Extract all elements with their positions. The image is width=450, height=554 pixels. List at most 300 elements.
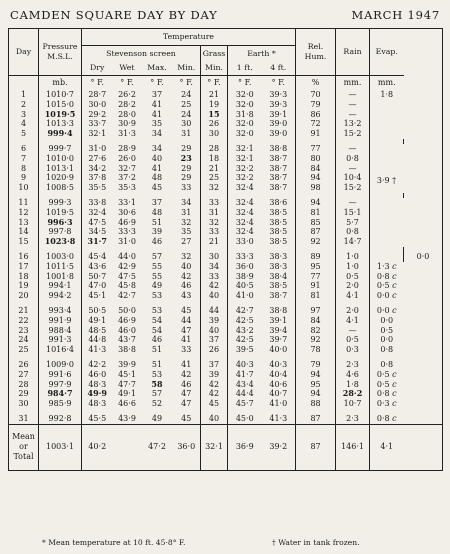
cell-earth-1ft: 43·2 (228, 326, 262, 336)
cell-relhum: 91 (296, 281, 336, 291)
cell-dry: 48·3 (82, 380, 113, 390)
cell-dry: 29·2 (82, 110, 113, 120)
cell-pressure: 1003·0 (39, 252, 82, 262)
cell-min: 23 (180, 153, 192, 163)
cell-rain: 0·5 (336, 272, 370, 282)
cell-wet: 46·0 (118, 325, 136, 335)
cell-wet: 44·0 (118, 251, 136, 261)
cell-wet: 28·0 (118, 109, 136, 119)
cell-wet: 46·6 (118, 399, 136, 409)
cell-rain: 10·4 (336, 173, 370, 183)
cell-min: 41 (181, 359, 192, 369)
cell-wet: 46·9 (118, 315, 136, 325)
cell-earth-1ft: 41·0 (228, 291, 262, 301)
cell-max: 41 (151, 109, 163, 119)
cell-earth-1ft: 45·0 (228, 414, 262, 424)
cell-earth-4ft: 40·3 (269, 359, 288, 369)
cell-earth-4ft: 38·7 (269, 163, 288, 173)
cell-min: 46 (181, 379, 192, 389)
cell-grass-min: 37 (201, 335, 228, 345)
cell-pressure: 999·4 (39, 129, 82, 139)
cell-pressure: 1015·0 (39, 100, 82, 110)
cell-pressure: 999·7 (39, 144, 82, 154)
cell-day: 29 (18, 389, 29, 399)
cell-pressure: 991·6 (39, 370, 82, 380)
cell-wet: 28·9 (118, 143, 136, 153)
cell-max: 55 (151, 271, 163, 281)
cell-min: 45 (181, 305, 192, 315)
cell-grass-min: 25 (201, 173, 228, 183)
cell-dry: 50·5 (82, 306, 113, 316)
cell-max: 37 (151, 197, 163, 207)
cell-earth-1ft: 32·1 (228, 154, 262, 164)
cell-pressure: 1008·5 (39, 183, 82, 193)
total-cell: 47·2 (142, 424, 173, 470)
cell-relhum: 77 (296, 144, 336, 154)
cell-dry: 31·0 (82, 144, 113, 154)
evap-marker: c (392, 379, 397, 389)
cell-wet: 30·6 (118, 207, 136, 217)
cell-earth-4ft: 40·4 (269, 369, 288, 379)
total-cell: 32·1 (201, 424, 228, 470)
cell-max: 57 (151, 389, 163, 399)
gap-cell (404, 139, 443, 144)
cell-earth-1ft: 42·7 (228, 306, 262, 316)
cell-grass-min: 21 (201, 237, 228, 247)
cell-grass-min: 30 (201, 252, 228, 262)
cell-min: 30 (181, 119, 192, 129)
cell-evap: 0·0 (370, 316, 404, 326)
cell-earth-4ft: 38·3 (269, 251, 288, 261)
total-cell: 1003·1 (39, 424, 82, 470)
cell-min: 47 (181, 325, 192, 335)
cell-earth-4ft: 38·7 (269, 291, 288, 301)
cell-dry: 45·4 (82, 252, 113, 262)
cell-evap: 0·8 (370, 360, 404, 370)
cell-earth-1ft: 40·5 (228, 281, 262, 291)
cell-relhum: 87 (296, 414, 336, 424)
cell-min: 47 (181, 399, 192, 409)
cell-earth-4ft: 41·0 (269, 399, 288, 409)
cell-day: 23 (18, 325, 29, 335)
cell-earth-4ft: 38·8 (269, 143, 288, 153)
cell-max: 41 (151, 99, 163, 109)
cell-day: 20 (18, 291, 29, 301)
cell-grass-min: 18 (201, 154, 228, 164)
col-earth-1ft: 1 ft. (228, 62, 262, 76)
cell-earth-4ft: 38·7 (269, 173, 288, 183)
cell-pressure: 1010·0 (39, 154, 82, 164)
cell-earth-4ft: 38·6 (269, 197, 288, 207)
col-dry: Dry (82, 62, 113, 76)
cell-evap: 0·0 (370, 335, 404, 345)
cell-rain: 2·3 (336, 414, 370, 424)
cell-max: 51 (151, 359, 163, 369)
cell-wet: 47·5 (118, 271, 136, 281)
cell-dry: 45·5 (82, 414, 113, 424)
cell-rain: 4·1 (336, 316, 370, 326)
cell-grass-min: 32 (201, 218, 228, 228)
cell-dry: 31·7 (82, 237, 113, 247)
cell-relhum: 94 (296, 389, 336, 399)
col-temperature: Temperature (82, 29, 296, 46)
evap-marker: c (392, 281, 397, 291)
cell-earth-1ft: 32·4 (228, 227, 262, 237)
cell-rain: 1·0 (336, 252, 370, 262)
cell-dry: 44·8 (82, 335, 113, 345)
cell-pressure: 996·3 (39, 218, 82, 228)
cell-dry: 50·7 (82, 272, 113, 282)
evap-marker: c (392, 389, 397, 399)
cell-rain: 15·2 (336, 183, 370, 193)
cell-relhum: 88 (296, 399, 336, 409)
cell-dry: 27·6 (82, 154, 113, 164)
unit-cell: % (296, 76, 336, 91)
unit-cell: ° F. (271, 78, 285, 88)
cell-dry: 32·1 (82, 129, 113, 139)
cell-day: 10 (18, 183, 29, 193)
cell-earth-1ft: 32·0 (228, 90, 262, 100)
col-grass-min: Min. (201, 62, 228, 76)
cell-grass-min: 26 (201, 119, 228, 129)
cell-dry: 41·3 (82, 345, 113, 355)
cell-min: 40 (181, 261, 192, 271)
cell-wet: 43·9 (118, 413, 136, 423)
cell-max: 48 (151, 173, 163, 183)
cell-relhum: 95 (296, 262, 336, 272)
cell-wet: 35·3 (118, 183, 136, 193)
total-row (9, 424, 443, 470)
cell-earth-1ft: 32·4 (228, 208, 262, 218)
cell-rain: — (336, 144, 370, 154)
cell-relhum: 94 (296, 173, 336, 183)
cell-pressure: 1011·5 (39, 262, 82, 272)
total-cell: 4·1 (370, 424, 404, 470)
cell-wet: 33·1 (118, 197, 136, 207)
total-cell: 36·9 (228, 424, 262, 470)
cell-earth-1ft: 38·9 (228, 272, 262, 282)
cell-day: 2 (20, 99, 27, 109)
col-evap: Evap. (370, 29, 404, 76)
evap-marker: c (392, 271, 397, 281)
cell-earth-1ft: 36·0 (228, 262, 262, 272)
cell-grass-min: 33 (201, 272, 228, 282)
cell-relhum: 81 (296, 208, 336, 218)
cell-earth-4ft: 38·5 (269, 227, 288, 237)
cell-grass-min: 15 (201, 110, 228, 120)
table-row (9, 414, 443, 424)
col-min: Min. (173, 62, 201, 76)
cell-max: 52 (151, 399, 163, 409)
cell-earth-4ft: 39·0 (269, 129, 288, 139)
cell-earth-4ft: 39·1 (269, 315, 288, 325)
cell-evap: 0·5 c (370, 281, 404, 291)
cell-max: 49 (151, 281, 163, 291)
cell-min: 24 (181, 109, 192, 119)
cell-dry: 28·7 (82, 90, 113, 100)
cell-rain: — (336, 100, 370, 110)
cell-rain: — (336, 164, 370, 174)
cell-grass-min: 21 (201, 164, 228, 174)
cell-day: 27 (18, 369, 29, 379)
cell-earth-4ft: 39·3 (269, 90, 288, 99)
cell-rain: 13·2 (336, 119, 370, 129)
cell-day: 5 (20, 129, 27, 139)
cell-max: 53 (151, 369, 163, 379)
month-label: MARCH 1947 (351, 8, 440, 22)
cell-evap: 0·8 c (370, 389, 404, 399)
cell-earth-1ft: 32·0 (228, 119, 262, 129)
col-pressure: Pressure M.S.L. (39, 29, 82, 76)
total-cell: 40·2 (82, 424, 113, 470)
cell-relhum: 85 (296, 218, 336, 228)
cell-grass-min: 40 (201, 326, 228, 336)
cell-rain: 5·7 (336, 218, 370, 228)
cell-pressure: 1010·7 (39, 90, 82, 100)
cell-evap: 0·5 c (370, 380, 404, 390)
cell-evap: 1·3 c (370, 262, 404, 272)
cell-pressure: 1020·9 (39, 173, 82, 183)
cell-min: 44 (181, 315, 192, 325)
cell-earth-1ft: 43·4 (228, 380, 262, 390)
cell-evap: 3·9 † (370, 100, 404, 262)
cell-max: 34 (151, 143, 163, 153)
cell-day: 13 (18, 217, 29, 227)
cell-pressure: 999·3 (39, 198, 82, 208)
cell-evap: 0·5 c (370, 370, 404, 380)
footnote-frozen: † Water in tank frozen. (272, 538, 360, 547)
table-row (9, 272, 443, 282)
cell-rain: 15·1 (336, 208, 370, 218)
cell-rain: 2·0 (336, 306, 370, 316)
cell-wet: 31·3 (118, 129, 136, 139)
cell-earth-1ft: 39·5 (228, 345, 262, 355)
cell-day: 17 (18, 261, 29, 271)
cell-earth-1ft: 32·4 (228, 183, 262, 193)
cell-max: 51 (151, 345, 163, 355)
cell-relhum: 95 (296, 380, 336, 390)
cell-min: 32 (181, 251, 192, 261)
cell-earth-4ft: 41·3 (269, 413, 288, 423)
cell-earth-4ft: 39·0 (269, 119, 288, 129)
cell-max: 48 (151, 207, 163, 217)
table-row (9, 306, 443, 316)
cell-wet: 50·0 (118, 305, 136, 315)
cell-earth-4ft: 38·7 (269, 183, 288, 193)
table-row (9, 399, 443, 409)
cell-rain: 14·7 (336, 237, 370, 247)
cell-min: 42 (181, 271, 192, 281)
cell-earth-1ft: 32·4 (228, 218, 262, 228)
cell-pressure: 985·9 (39, 399, 82, 409)
cell-grass-min: 21 (201, 90, 228, 100)
cell-earth-4ft: 38·7 (269, 153, 288, 163)
cell-relhum: 91 (296, 129, 336, 139)
cell-min: 34 (181, 197, 192, 207)
table-row (9, 90, 443, 100)
cell-grass-min: 33 (201, 198, 228, 208)
total-cell: 36·0 (173, 424, 201, 470)
cell-day: 14 (18, 227, 29, 237)
cell-earth-1ft: 32·2 (228, 173, 262, 183)
table-row (9, 100, 443, 110)
col-stevenson: Stevenson screen (82, 46, 201, 62)
cell-dry: 42·2 (82, 360, 113, 370)
cell-min: 24 (181, 90, 192, 99)
cell-relhum: 98 (296, 183, 336, 193)
col-day: Day (9, 29, 39, 76)
cell-relhum: 80 (296, 154, 336, 164)
cell-rain: 15·2 (336, 129, 370, 139)
cell-day: 22 (18, 315, 29, 325)
cell-day: 15 (18, 237, 29, 247)
cell-wet: 47·7 (118, 379, 136, 389)
cell-earth-4ft: 38·4 (269, 271, 288, 281)
cell-pressure: 992·8 (39, 414, 82, 424)
cell-rain: 2·3 (336, 360, 370, 370)
cell-day: 28 (18, 379, 29, 389)
cell-earth-1ft: 42·5 (228, 335, 262, 345)
table-row (9, 335, 443, 345)
cell-earth-1ft: 32·1 (228, 144, 262, 154)
cell-earth-1ft: 32·0 (228, 100, 262, 110)
table-row (9, 389, 443, 399)
cell-wet: 45·8 (118, 281, 136, 291)
cell-grass-min: 37 (201, 360, 228, 370)
cell-grass-min: 40 (201, 414, 228, 424)
unit-cell: ° F. (201, 76, 228, 91)
cell-grass-min: 39 (201, 370, 228, 380)
cell-min: 31 (181, 129, 192, 139)
cell-evap: 0·3 c (370, 399, 404, 409)
cell-day: 11 (18, 197, 29, 207)
cell-max: 57 (151, 251, 163, 261)
unit-cell: mb. (39, 76, 82, 91)
unit-cell: ° F. (228, 76, 262, 91)
cell-day: 12 (18, 207, 29, 217)
cell-relhum: 70 (296, 90, 336, 100)
cell-rain: — (336, 198, 370, 208)
cell-grass-min: 39 (201, 316, 228, 326)
total-cell (113, 424, 142, 470)
cell-grass-min: 19 (201, 100, 228, 110)
cell-earth-4ft: 39·1 (269, 109, 288, 119)
cell-relhum: 84 (296, 316, 336, 326)
cell-pressure: 984·7 (39, 389, 82, 399)
table-row (9, 262, 443, 272)
cell-rain: 1·8 (336, 380, 370, 390)
weather-table (8, 28, 443, 471)
cell-dry: 48·3 (82, 399, 113, 409)
cell-max: 54 (151, 315, 163, 325)
cell-dry: 34·2 (82, 164, 113, 174)
unit-cell: ° F. (150, 78, 164, 88)
cell-dry: 33·8 (82, 198, 113, 208)
cell-dry: 45·1 (82, 291, 113, 301)
cell-max: 51 (151, 217, 163, 227)
cell-rain: — (336, 110, 370, 120)
unit-cell: ° F. (120, 78, 134, 88)
total-cell: 39·2 (262, 424, 296, 470)
cell-earth-4ft: 40·0 (269, 345, 288, 355)
cell-grass-min: 40 (201, 291, 228, 301)
cell-min: 42 (181, 369, 192, 379)
cell-wet: 39·9 (118, 359, 136, 369)
cell-day: 6 (20, 143, 27, 153)
evap-marker: c (392, 413, 397, 423)
cell-wet: 42·9 (118, 261, 136, 271)
cell-min: 33 (181, 345, 192, 355)
evap-marker: c (392, 399, 397, 409)
cell-earth-1ft: 32·0 (228, 129, 262, 139)
cell-dry: 37·8 (82, 173, 113, 183)
cell-min: 43 (181, 291, 192, 301)
total-cell: 87 (296, 424, 336, 470)
cell-min: 47 (181, 389, 192, 399)
cell-earth-4ft: 39·3 (269, 99, 288, 109)
cell-min: 29 (181, 163, 192, 173)
cell-evap: 1·8 (370, 90, 404, 100)
unit-cell: ° F. (179, 78, 193, 88)
cell-earth-4ft: 38·3 (269, 261, 288, 271)
table-row (9, 360, 443, 370)
col-rain: Rain (336, 29, 370, 76)
page-title: CAMDEN SQUARE DAY BY DAY (10, 8, 218, 22)
cell-relhum: 94 (296, 198, 336, 208)
cell-pressure: 994·1 (39, 281, 82, 291)
cell-earth-1ft: 33·0 (228, 237, 262, 247)
cell-day: 3 (20, 109, 27, 119)
cell-day: 7 (20, 153, 27, 163)
cell-earth-4ft: 38·5 (269, 207, 288, 217)
cell-rain: 1·0 (336, 262, 370, 272)
col-max: Max. (142, 62, 173, 76)
cell-min: 32 (181, 217, 192, 227)
cell-pressure: 1016·4 (39, 345, 82, 355)
cell-day: 25 (18, 345, 29, 355)
cell-earth-1ft: 32·2 (228, 164, 262, 174)
cell-max: 46 (151, 237, 163, 247)
cell-earth-4ft: 38·5 (269, 217, 288, 227)
table-row (9, 370, 443, 380)
cell-pressure: 1013·3 (39, 119, 82, 129)
cell-dry: 49·9 (82, 389, 113, 399)
cell-earth-1ft: 42·5 (228, 316, 262, 326)
cell-earth-1ft: 33·3 (228, 252, 262, 262)
table-row (9, 316, 443, 326)
cell-wet: 30·9 (118, 119, 136, 129)
cell-rain: — (336, 326, 370, 336)
cell-relhum: 81 (296, 291, 336, 301)
cell-grass-min: 33 (201, 227, 228, 237)
cell-wet: 37·2 (118, 173, 136, 183)
cell-evap: 0·0 c (370, 306, 404, 316)
cell-max: 39 (151, 227, 163, 237)
cell-relhum: 78 (296, 345, 336, 355)
cell-min: 41 (181, 335, 192, 345)
cell-rain: 28·2 (336, 389, 370, 399)
cell-wet: 46·9 (118, 217, 136, 227)
cell-relhum: 89 (296, 252, 336, 262)
cell-day: 4 (20, 119, 27, 129)
cell-wet: 31·0 (118, 237, 136, 247)
cell-earth-4ft: 40·6 (269, 379, 288, 389)
table-row (9, 291, 443, 301)
cell-relhum: 82 (296, 326, 336, 336)
cell-grass-min: 42 (201, 380, 228, 390)
unit-cell: mm. (336, 76, 370, 91)
cell-earth-4ft: 39·4 (269, 325, 288, 335)
